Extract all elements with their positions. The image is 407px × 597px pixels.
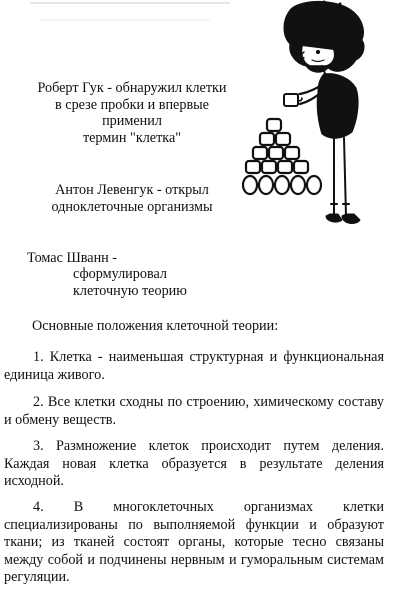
theory-point: 4. В многоклеточных организмах клетки специализированы по выполняемой функции и образуют ткани; из тканей состоят органы, которые тесно связаны между собой и подчинены нервным и гуморальным системам регуляции.	[4, 499, 384, 585]
leeuwenhoek-line: одноклеточные организмы	[51, 198, 213, 215]
theory-point: 1. Клетка - наименьшая структурная и функциональная единица живого.	[4, 349, 384, 383]
hooke-line: термин "клетка"	[82, 129, 182, 146]
leeuwenhoek-note	[12, 182, 252, 215]
schwann-name: Томас Шванн -	[27, 250, 118, 266]
scan-artifact	[30, 0, 230, 26]
hooke-note	[12, 80, 252, 146]
hooke-line: в срезе пробки и впервые	[55, 96, 209, 113]
hooke-line: применил	[102, 113, 162, 129]
leeuwenhoek-line: Антон Левенгук - открыл	[55, 182, 209, 198]
theory-heading: Основные положения клеточной теории:	[32, 318, 279, 334]
schwann-line: сформулировал	[73, 266, 167, 282]
theory-point: 3. Размножение клеток происходит путем деления. Каждая новая клетка образуется в результате деления исходной.	[4, 438, 384, 489]
schwann-line: клеточную теорию	[73, 283, 187, 299]
theory-point: 2. Все клетки сходны по строению, химическому составу и обмену веществ.	[4, 394, 384, 428]
hooke-line: Роберт Гук - обнаружил клетки	[37, 80, 227, 96]
child-building-cell-blocks-icon	[238, 0, 407, 240]
